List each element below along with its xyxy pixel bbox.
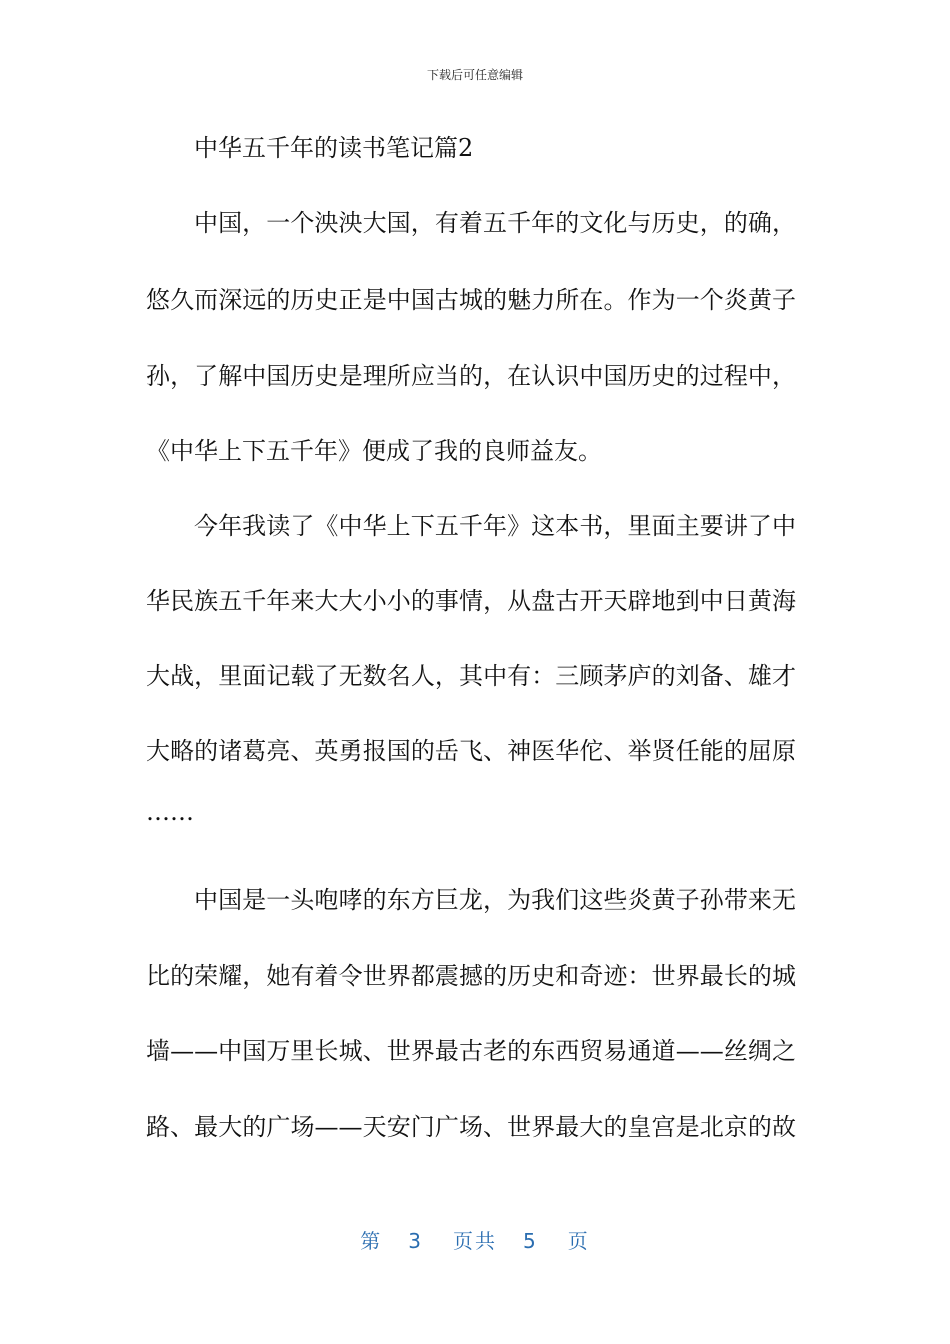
paragraph-1-line-3: 孙，了解中国历史是理所应当的，在认识中国历史的过程中， [146, 362, 796, 390]
paragraph-2-line-3: 大战，里面记载了无数名人，其中有：三顾茅庐的刘备、雄才 [146, 662, 796, 690]
paragraph-2-ellipsis: …… [146, 798, 194, 826]
paragraph-3-line-2: 比的荣耀，她有着令世界都震撼的历史和奇迹：世界最长的城 [146, 962, 796, 990]
paragraph-3-line-4: 路、最大的广场——天安门广场、世界最大的皇宫是北京的故 [146, 1113, 796, 1141]
paragraph-2-line-4: 大略的诸葛亮、英勇报国的岳飞、神医华佗、举贤任能的屈原 [146, 737, 796, 765]
header-note: 下载后可任意编辑 [426, 68, 523, 82]
paragraph-3-line-3: 墙——中国万里长城、世界最古老的东西贸易通道——丝绸之 [146, 1037, 796, 1065]
footer-suffix: 页 [567, 1229, 590, 1253]
paragraph-2-line-2: 华民族五千年来大大小小的事情，从盘古开天辟地到中日黄海 [146, 587, 796, 615]
paragraph-3-line-1: 中国是一头咆哮的东方巨龙，为我们这些炎黄子孙带来无 [194, 886, 796, 914]
footer-page-number: 3 [408, 1229, 423, 1253]
footer-page-total: 5 [523, 1229, 538, 1253]
page-footer [0, 1225, 950, 1254]
footer-mid: 页共 [453, 1229, 497, 1253]
paragraph-1-line-4: 《中华上下五千年》便成了我的良师益友。 [146, 437, 602, 465]
paragraph-1-line-1: 中国，一个泱泱大国，有着五千年的文化与历史，的确， [194, 209, 796, 237]
document-title: 中华五千年的读书笔记篇2 [194, 134, 474, 162]
paragraph-1-line-2: 悠久而深远的历史正是中国古城的魅力所在。作为一个炎黄子 [146, 286, 796, 314]
footer-prefix: 第 [360, 1229, 383, 1253]
paragraph-2-line-1: 今年我读了《中华上下五千年》这本书，里面主要讲了中 [194, 512, 796, 540]
